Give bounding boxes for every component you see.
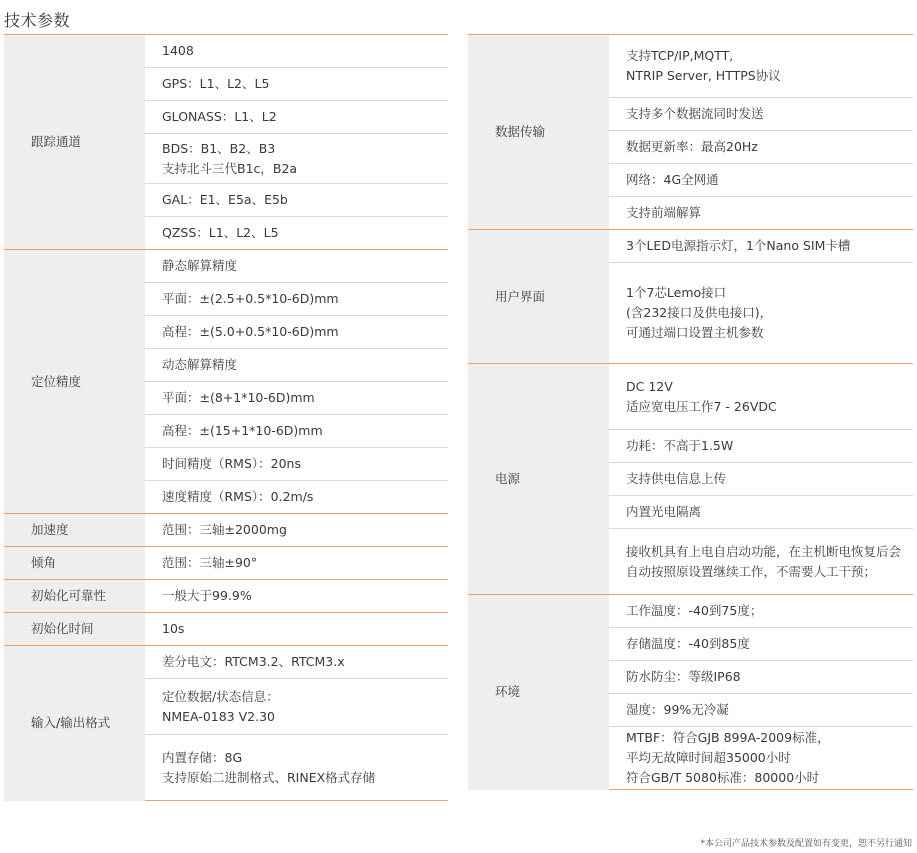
spec-value-line: 一般大于99.9% bbox=[162, 588, 252, 603]
spec-value-line: 工作温度：-40到75度； bbox=[626, 603, 763, 618]
spec-value-line: 网络：4G全网通 bbox=[626, 172, 719, 187]
spec-category-label: 电源 bbox=[468, 364, 609, 595]
spec-row bbox=[468, 595, 913, 628]
spec-value-cell bbox=[609, 529, 913, 595]
spec-table-right bbox=[468, 34, 913, 790]
spec-value-line: 数据更新率：最高20Hz bbox=[626, 139, 758, 154]
spec-value-line: NMEA-0183 V2.30 bbox=[162, 708, 275, 724]
spec-row bbox=[468, 364, 913, 430]
spec-category-label: 数据传输 bbox=[468, 35, 609, 230]
spec-value-line: 1个7芯Lemo接口 bbox=[626, 285, 727, 300]
spec-value-line: 速度精度（RMS）：0.2m/s bbox=[162, 489, 314, 504]
spec-value-cell bbox=[609, 197, 913, 230]
spec-value-line: 静态解算精度 bbox=[162, 258, 238, 273]
spec-value-cell bbox=[609, 463, 913, 496]
spec-value-cell bbox=[609, 595, 913, 628]
spec-row bbox=[468, 35, 913, 98]
spec-value-line: 平面：±(2.5+0.5*10-6D)mm bbox=[162, 291, 339, 306]
spec-row bbox=[4, 580, 448, 613]
page-title: 技术参数 bbox=[4, 11, 71, 30]
spec-value-line: 支持北斗三代B1c，B2a bbox=[162, 160, 298, 176]
spec-value-line: 时间精度（RMS）：20ns bbox=[162, 456, 301, 471]
spec-category-label: 定位精度 bbox=[4, 250, 145, 514]
spec-value-cell bbox=[145, 613, 448, 646]
spec-value-line: 差分电文：RTCM3.2、RTCM3.x bbox=[162, 654, 345, 669]
spec-value-cell bbox=[145, 250, 448, 283]
spec-value-cell bbox=[145, 735, 448, 801]
spec-value-line: 内置光电隔离 bbox=[626, 504, 702, 519]
spec-value-line: 适应宽电压工作7 - 26VDC bbox=[626, 398, 777, 414]
spec-value-line: GPS：L1、L2、L5 bbox=[162, 76, 270, 91]
spec-value-cell bbox=[609, 430, 913, 463]
spec-value-line: 防水防尘：等级IP68 bbox=[626, 669, 741, 684]
spec-row bbox=[468, 230, 913, 263]
spec-value-line: 范围：三轴±90° bbox=[162, 555, 258, 570]
spec-value-line: 支持前端解算 bbox=[626, 205, 702, 220]
spec-value-line: DC 12V bbox=[626, 378, 673, 394]
spec-category-label: 倾角 bbox=[4, 547, 145, 580]
spec-value-cell bbox=[145, 547, 448, 580]
spec-value-line: NTRIP Server, HTTPS协议 bbox=[626, 68, 781, 83]
spec-value-cell bbox=[145, 217, 448, 250]
spec-value-cell bbox=[609, 35, 913, 98]
spec-value-line: 存储温度：-40到85度 bbox=[626, 636, 750, 651]
spec-value-cell bbox=[609, 628, 913, 661]
spec-value-line: 可通过端口设置主机参数 bbox=[626, 325, 764, 340]
spec-value-line: 定位数据/状态信息： bbox=[162, 688, 279, 704]
spec-value-cell bbox=[145, 382, 448, 415]
spec-value-line: 自动按照原设置继续工作，不需要人工干预； bbox=[626, 563, 877, 579]
spec-value-line: 支持原始二进制格式、RINEX格式存储 bbox=[162, 769, 376, 785]
spec-value-line: 湿度：99%无冷凝 bbox=[626, 702, 729, 717]
spec-value-line: 功耗：不高于1.5W bbox=[626, 438, 734, 453]
spec-value-cell bbox=[145, 514, 448, 547]
spec-category-label: 跟踪通道 bbox=[4, 35, 145, 250]
spec-value-line: 动态解算精度 bbox=[162, 357, 238, 372]
spec-value-cell bbox=[145, 349, 448, 382]
spec-value-line: 范围：三轴±2000mg bbox=[162, 522, 287, 537]
spec-row bbox=[4, 35, 448, 68]
spec-value-line: 3个LED电源指示灯，1个Nano SIM卡槽 bbox=[626, 238, 851, 253]
spec-row bbox=[4, 250, 448, 283]
spec-value-line: 平均无故障时间超35000小时 bbox=[626, 750, 791, 765]
spec-value-line: 支持多个数据流同时发送 bbox=[626, 106, 764, 121]
spec-value-cell bbox=[145, 415, 448, 448]
spec-value-cell bbox=[609, 496, 913, 529]
spec-category-label: 用户界面 bbox=[468, 230, 609, 364]
spec-value-line: 平面：±(8+1*10-6D)mm bbox=[162, 390, 315, 405]
spec-category-label: 加速度 bbox=[4, 514, 145, 547]
spec-value-line: 高程：±(5.0+0.5*10-6D)mm bbox=[162, 324, 339, 339]
spec-value-cell bbox=[145, 646, 448, 679]
footnote: *本公司产品技术参数及配置如有变更，恕不另行通知 bbox=[700, 839, 912, 849]
spec-value-line: 内置存储：8G bbox=[162, 749, 243, 765]
spec-value-cell bbox=[609, 263, 913, 364]
spec-value-line: GAL：E1、E5a、E5b bbox=[162, 192, 288, 207]
spec-value-line: 1408 bbox=[162, 43, 194, 58]
spec-value-cell bbox=[609, 131, 913, 164]
spec-value-cell bbox=[145, 679, 448, 735]
spec-value-line: 支持供电信息上传 bbox=[626, 471, 727, 486]
spec-value-line: 10s bbox=[162, 621, 185, 636]
spec-value-line: GLONASS：L1、L2 bbox=[162, 109, 277, 124]
spec-value-cell bbox=[609, 727, 913, 790]
spec-row bbox=[4, 613, 448, 646]
spec-row bbox=[4, 547, 448, 580]
spec-value-cell bbox=[609, 98, 913, 131]
spec-value-line: (含232接口及供电接口)， bbox=[626, 305, 773, 320]
spec-value-line: 接收机具有上电自启动功能，在主机断电恢复后会 bbox=[626, 543, 902, 559]
spec-value-line: BDS：B1、B2、B3 bbox=[162, 140, 276, 156]
spec-value-cell bbox=[145, 35, 448, 68]
spec-value-cell bbox=[145, 481, 448, 514]
spec-row bbox=[4, 514, 448, 547]
spec-value-cell bbox=[145, 134, 448, 184]
spec-category-label: 输入/输出格式 bbox=[4, 646, 145, 801]
spec-value-cell bbox=[145, 580, 448, 613]
spec-value-cell bbox=[609, 164, 913, 197]
spec-category-label: 环境 bbox=[468, 595, 609, 790]
spec-value-line: MTBF：符合GJB 899A-2009标准， bbox=[626, 730, 830, 745]
spec-value-line: 高程：±(15+1*10-6D)mm bbox=[162, 423, 323, 438]
spec-value-line: QZSS：L1、L2、L5 bbox=[162, 225, 279, 240]
spec-table-left bbox=[4, 34, 448, 801]
spec-value-cell bbox=[609, 661, 913, 694]
spec-value-cell bbox=[609, 230, 913, 263]
spec-value-cell bbox=[145, 68, 448, 101]
spec-value-cell bbox=[609, 364, 913, 430]
spec-value-cell bbox=[145, 448, 448, 481]
spec-value-line: 符合GB/T 5080标准：80000小时 bbox=[626, 770, 820, 785]
spec-value-cell bbox=[609, 694, 913, 727]
spec-value-cell bbox=[145, 316, 448, 349]
spec-value-cell bbox=[145, 283, 448, 316]
spec-row bbox=[4, 646, 448, 679]
spec-category-label: 初始化可靠性 bbox=[4, 580, 145, 613]
spec-value-line: 支持TCP/IP,MQTT, bbox=[626, 48, 734, 63]
spec-category-label: 初始化时间 bbox=[4, 613, 145, 646]
spec-value-cell bbox=[145, 101, 448, 134]
spec-value-cell bbox=[145, 184, 448, 217]
